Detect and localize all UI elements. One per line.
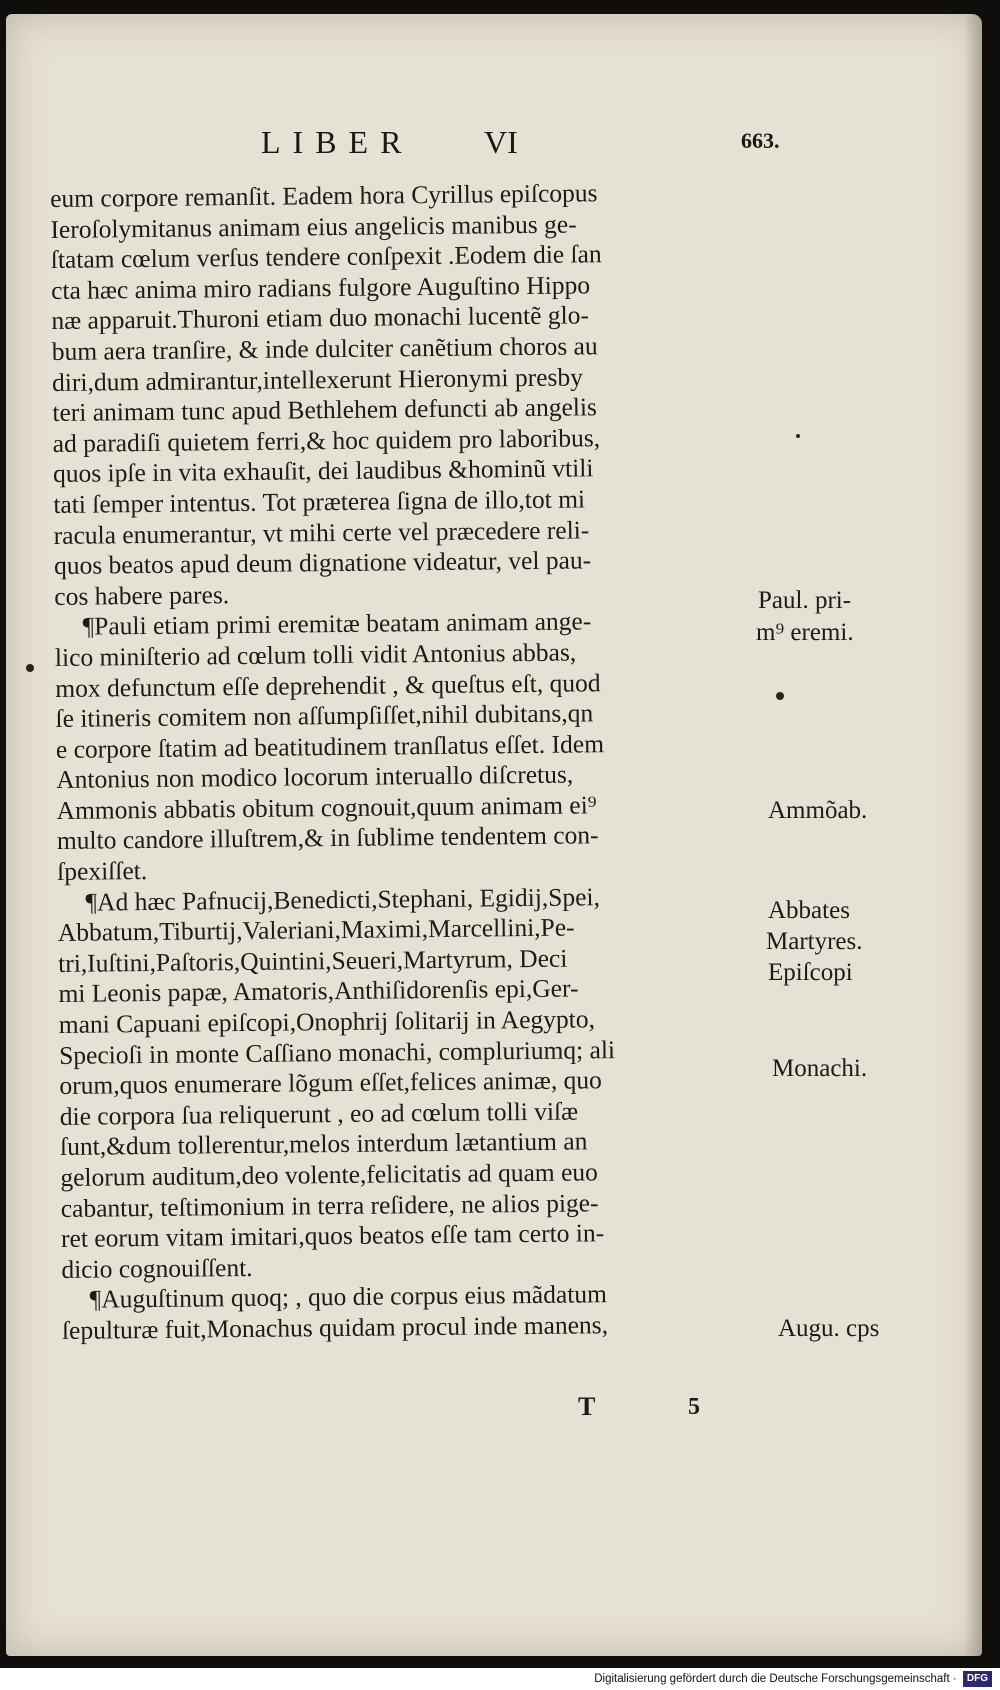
text-line: racula enumerantur, vt mihi certe vel præcedere reli- xyxy=(53,514,590,550)
text-line: ſunt,&dum tollerentur,melos interdum lætantium an xyxy=(59,1126,588,1162)
text-line: orum,quos enumerare lõgum eſſet,felices animæ, quo xyxy=(59,1065,603,1101)
text-line: quos ipſe in vita exhauſit, dei laudibus &hominũ vtili xyxy=(52,453,594,489)
paragraph-start: ¶Pauli etiam primi eremitæ beatam animam ange- xyxy=(82,606,592,641)
paragraph-start: ¶Ad hæc Pafnucij,Benedicti,Stephani, Egidij,Spei, xyxy=(85,881,601,917)
margin-note-eremita: m⁹ eremi. xyxy=(756,619,854,646)
running-title: LIBER xyxy=(261,124,414,160)
text-line: e corpore ſtatim ad beatitudinem tranſlatus eſſet. Idem xyxy=(55,728,605,764)
chapter-number: VI xyxy=(484,124,518,160)
text-line: cos habere pares. xyxy=(54,579,230,611)
text-line: ret eorum vitam imitari,quos beatos eſſe tam certo in- xyxy=(60,1218,605,1254)
text-line: Ammonis abbatis obitum cognouit,quum animam ei⁹ xyxy=(56,790,597,825)
text-line: ſe itineris comitem non aſſumpſiſſet,nihil dubitans,qn xyxy=(55,698,594,734)
digitization-credit xyxy=(0,1668,1000,1690)
page-header xyxy=(6,124,982,164)
text-line: ad paradiſi quietem ferri,& hoc quidem pro laboribus, xyxy=(52,423,601,458)
credit-text: Digitalisierung gefördert durch die Deutsche Forschungsgemeinschaft · xyxy=(594,1673,957,1685)
text-line: lico miniſterio ad cœlum tolli vidit Antonius abbas, xyxy=(54,637,577,672)
text-line: tati ſemper intentus. Tot præterea ſigna de illo,tot mi xyxy=(53,484,586,519)
body-text xyxy=(50,176,782,1346)
margin-note-paulus: Paul. pri- xyxy=(758,587,852,614)
text-line: teri animam tunc apud Bethlehem defuncti ab angelis xyxy=(52,392,598,428)
text-line: ſpexiſſet. xyxy=(57,856,148,887)
text-line: quos beatos apud deum dignatione videatur, vel pau- xyxy=(53,545,592,581)
folio-number: 663. xyxy=(741,128,780,153)
margin-note-abbates: Abbates xyxy=(768,897,850,924)
margin-note-ammon: Ammõab. xyxy=(768,797,868,824)
signature-mark: T xyxy=(578,1392,596,1421)
text-line: mi Leonis papæ, Amatoris,Anthiſidorenſis epi,Ger- xyxy=(58,973,579,1009)
margin-note-augustinus: Augu. cps xyxy=(778,1315,880,1342)
margin-note-martyres: Martyres. xyxy=(766,928,863,955)
text-line: tri,Iuſtini,Paſtoris,Quintini,Seueri,Martyrum, Deci xyxy=(58,943,568,978)
text-line: mox defunctum eſſe deprehendit , & queſtus eſt, quod xyxy=(55,667,601,703)
text-line: Antonius non modico locorum interuallo diſcretus, xyxy=(56,759,574,795)
page-edge-shadow xyxy=(964,14,982,1656)
ink-spot xyxy=(26,664,34,672)
text-line: diri,dum admirantur,intellexerunt Hieronymi presby xyxy=(51,361,584,397)
text-line: multo candore illuſtrem,& in ſublime tendentem con- xyxy=(56,820,599,856)
margin-note-monachi: Monachi. xyxy=(772,1055,868,1082)
text-line: mani Capuani epiſcopi,Onophrij ſolitarij in Aegypto, xyxy=(58,1004,596,1039)
paragraph-start: ¶Auguſtinum quoq; , quo die corpus eius mãdatum xyxy=(89,1279,608,1315)
text-line: Abbatum,Tiburtij,Valeriani,Maximi,Marcellini,Pe- xyxy=(57,912,575,948)
text-line: Ieroſolymitanus animam eius angelicis manibus ge- xyxy=(50,209,577,244)
text-line: gelorum auditum,deo volente,felicitatis ad quam euo xyxy=(60,1157,598,1192)
text-line: cabantur, teſtimonium in terra reſidere, ne alios pige- xyxy=(60,1187,599,1223)
text-line: die corpora ſua reliquerunt , eo ad cœlum tolli viſæ xyxy=(59,1096,579,1131)
text-line: eum corpore remanſit. Eadem hora Cyrillus epiſcopus xyxy=(50,178,598,213)
dfg-logo: DFG xyxy=(963,1671,992,1687)
text-line: cta hæc anima miro radians fulgore Auguſtino Hippo xyxy=(50,270,591,305)
signature-number: 5 xyxy=(688,1394,700,1420)
text-line: Specioſi in monte Caſſiano monachi, compluriumq; ali xyxy=(58,1034,616,1070)
book-page xyxy=(6,14,982,1656)
ink-spot xyxy=(796,434,800,438)
text-line: bum aera tranſire, & inde dulciter canẽtium choros au xyxy=(51,331,598,366)
margin-note-episcopi: Epiſcopi xyxy=(768,959,853,986)
ink-spot xyxy=(776,692,784,700)
text-line: dicio cognouiſſent. xyxy=(61,1252,253,1284)
text-line: ſepulturæ fuit,Monachus quidam procul inde manens, xyxy=(61,1310,609,1345)
text-line: næ apparuit.Thuroni etiam duo monachi lucentẽ glo- xyxy=(51,300,590,336)
text-line: ſtatam cœlum verſus tendere conſpexit .Eodem die ſan xyxy=(50,239,602,275)
